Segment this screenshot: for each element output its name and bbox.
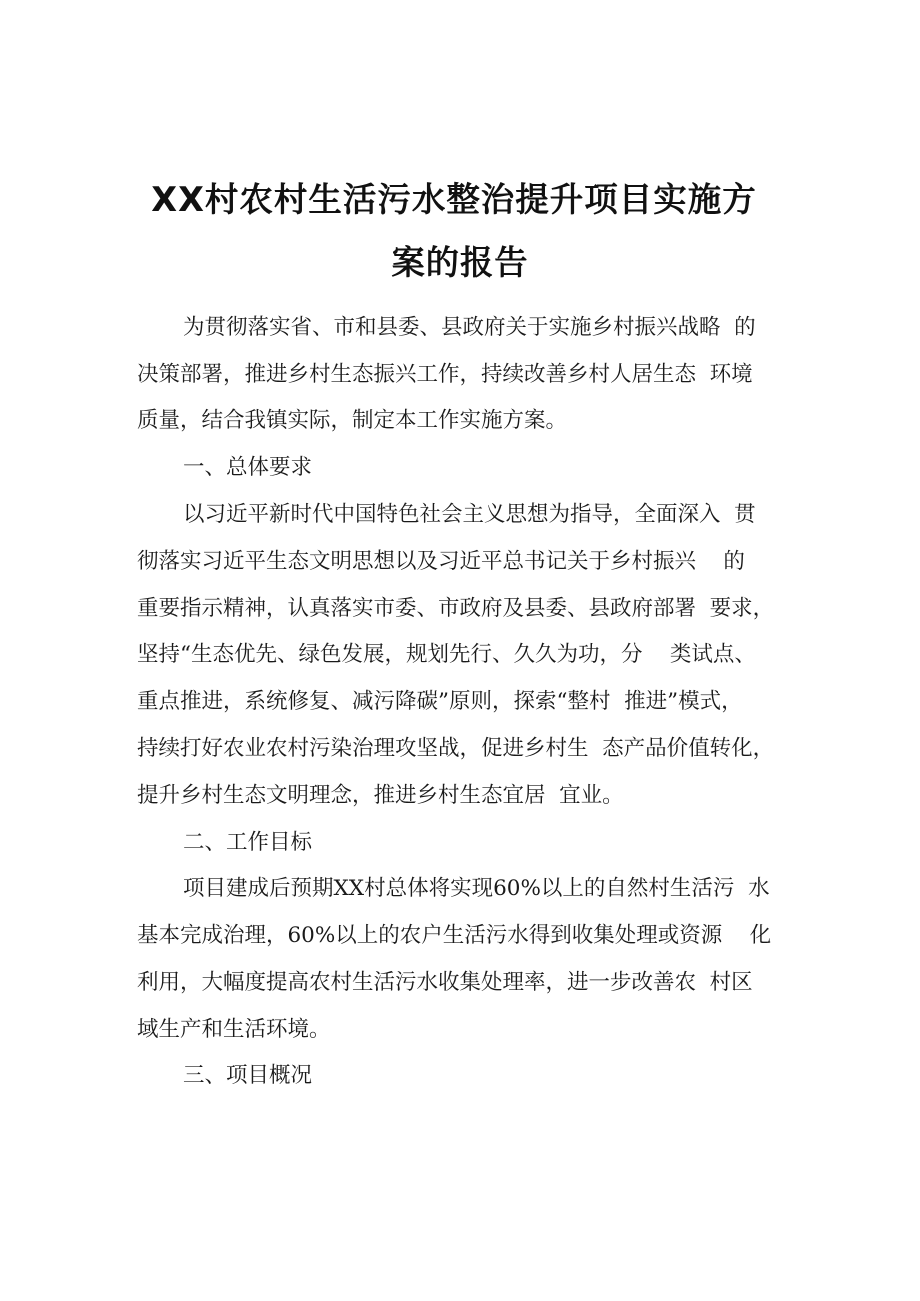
- paragraph-requirements-line-2: 彻落实习近平生态文明思想以及习近平总书记关于乡村振兴 的: [137, 549, 745, 574]
- document-title-line-2: 案的报告: [391, 243, 529, 282]
- paragraph-requirements-line-7: 提升乡村生态文明理念，推进乡村生态宜居 宜业。: [137, 783, 624, 808]
- paragraph-goals-line-2: 基本完成治理，60%以上的农户生活污水得到收集处理或资源 化: [137, 923, 772, 948]
- paragraph-intro-line-1: 为贯彻落实省、市和县委、县政府关于实施乡村振兴战略 的: [183, 315, 756, 340]
- section-heading-2: 二、工作目标: [183, 830, 313, 855]
- section-heading-1: 一、总体要求: [183, 455, 313, 480]
- paragraph-intro-line-3: 质量，结合我镇实际，制定本工作实施方案。: [137, 408, 568, 433]
- paragraph-requirements-line-5: 重点推进，系统修复、减污降碳”原则，探索“整村 推进”模式，: [137, 689, 743, 714]
- paragraph-requirements-line-1: 以习近平新时代中国特色社会主义思想为指导，全面深入 贯: [183, 502, 756, 527]
- paragraph-requirements-line-3: 重要指示精神，认真落实市委、市政府及县委、县政府部署 要求，: [137, 596, 775, 621]
- paragraph-requirements-line-4: 坚持“生态优先、绿色发展，规划先行、久久为功，分 类试点、: [137, 642, 756, 667]
- paragraph-goals-line-3: 利用，大幅度提高农村生活污水收集处理率，进一步改善农 村区: [137, 970, 753, 995]
- paragraph-goals-line-1: 项目建成后预期XX村总体将实现60%以上的自然村生活污 水: [183, 876, 770, 901]
- paragraph-goals-line-4: 域生产和生活环境。: [137, 1017, 331, 1042]
- paragraph-intro-line-2: 决策部署，推进乡村生态振兴工作，持续改善乡村人居生态 环境: [137, 362, 753, 387]
- section-heading-3: 三、项目概况: [183, 1063, 313, 1088]
- document-title-line-1: XX村农村生活污水整治提升项目实施方: [151, 180, 757, 219]
- paragraph-requirements-line-6: 持续打好农业农村污染治理攻坚战，促进乡村生 态产品价值转化，: [137, 736, 775, 761]
